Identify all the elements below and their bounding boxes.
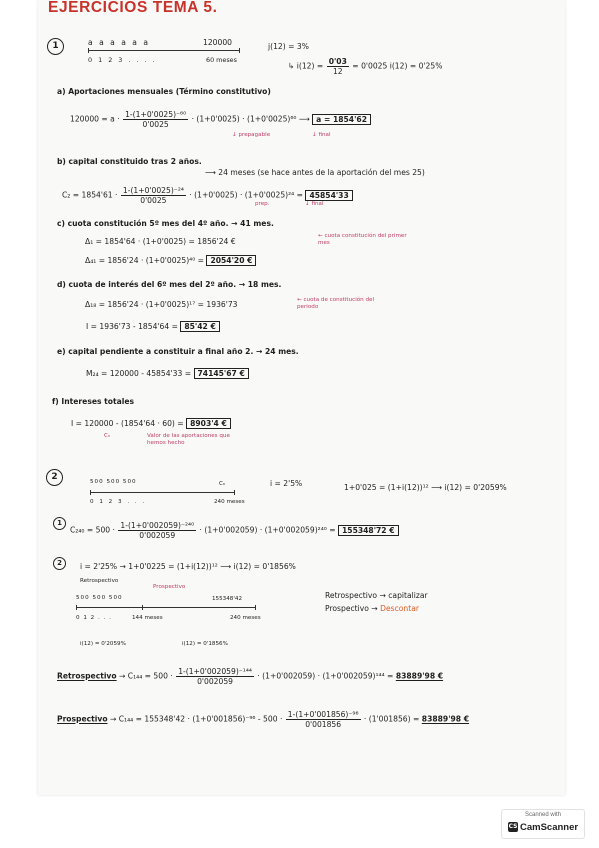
camscanner-logo-icon: CS bbox=[508, 823, 518, 830]
timeline2-labels: 0 1 2 . . . bbox=[76, 615, 112, 621]
part-number: 2 bbox=[53, 557, 66, 570]
section-e-heading: e) capital pendiente a constituir a final año 2. → 24 mes. bbox=[57, 347, 299, 356]
timeline-tick bbox=[239, 48, 240, 53]
annual-rate: i = 2'5% bbox=[270, 479, 303, 488]
formula-e: M₂₄ = 120000 - 45854'33 = 74145'67 € bbox=[86, 369, 249, 378]
timeline2-payments: 500 500 500 bbox=[76, 595, 123, 601]
result-a: a = 1854'62 bbox=[312, 114, 371, 125]
formula-c1: Δ₁ = 1854'64 · (1+0'0025) = 1856'24 € bbox=[85, 237, 236, 246]
formula-d1: Δ₁₈ = 1856'24 · (1+0'0025)¹⁷ = 1936'73 bbox=[85, 300, 238, 309]
label-prospectivo: Prospectivo bbox=[153, 584, 186, 590]
annotation-c: ← cuota constitución del primer mes bbox=[318, 233, 407, 246]
annotation-final: ↓ final bbox=[312, 132, 331, 138]
formula-2-1: C₂₄₀ = 500 · $\frac{\text{1-(1+0'002059)⁻²⁴⁰}}{0'002059}$ · (1+0'002059) · (1+0'002059)²⁴⁰ = 155348'72 € bbox=[70, 521, 399, 540]
formula-prospectivo: Prospectivo → C₁₄₄ = 155348'42 · (1+0'001856)⁻⁹⁶ - 500 · $\frac{\text{1-(1+0'001856)⁻⁹⁶}}{0'001856}$ · (1'001856) = 83889'98 € bbox=[57, 710, 470, 729]
timeline2-rate-1: i(12) = 0'2059% bbox=[80, 641, 126, 647]
rate-conversion: ↳ i(12) = $\frac{0'03}{12}$ = 0'0025 i(12) = 0'25% bbox=[288, 57, 443, 76]
timeline-tick bbox=[88, 48, 89, 53]
timeline-axis bbox=[90, 492, 235, 493]
section-b-note: ⟶ 24 meses (se hace antes de la aportación del mes 25) bbox=[205, 168, 425, 177]
formula-f: I = 120000 - (1854'64 · 60) = 8903'4 € bbox=[71, 419, 231, 428]
result-retrospectivo: 83889'98 € bbox=[395, 671, 444, 681]
result-d: 85'42 € bbox=[180, 321, 219, 332]
badge-caption: Scanned with bbox=[524, 812, 562, 818]
page-title: EJERCICIOS TEMA 5. bbox=[48, 0, 218, 16]
timeline-payments: a a a a a a bbox=[88, 38, 150, 47]
annotation-f: Valor de las aportaciones que hemos hecho bbox=[147, 433, 230, 446]
badge-brand: CamScanner bbox=[520, 822, 579, 833]
section-b-heading: b) capital constituido tras 2 años. bbox=[57, 157, 202, 166]
nominal-rate: j(12) = 3% bbox=[268, 42, 309, 51]
timeline-end: 240 meses bbox=[214, 499, 245, 505]
timeline2-rate-2: i(12) = 0'1856% bbox=[182, 641, 228, 647]
result-f: 8903'4 € bbox=[186, 418, 231, 429]
formula-a: 120000 = a · $\frac{\text{1-(1+0'0025)⁻⁶⁰}}{0'0025}$ · (1+0'0025) · (1+0'0025)⁶⁰ ⟶ a = 1854'62 bbox=[70, 110, 371, 129]
annotation-final: ↓ final bbox=[305, 201, 324, 207]
rate-conversion: 1+0'025 = (1+i(12))¹² ⟶ i(12) = 0'2059% bbox=[344, 483, 507, 492]
result-e: 74145'67 € bbox=[194, 368, 249, 379]
section-a-heading: a) Aportaciones mensuales (Término constitutivo) bbox=[57, 87, 271, 96]
timeline-labels: 0 1 2 3 . . . . bbox=[88, 56, 157, 64]
result-2-1: 155348'72 € bbox=[338, 525, 399, 536]
section-d-heading: d) cuota de interés del 6º mes del 2º año. → 18 mes. bbox=[57, 280, 282, 289]
part-number: 1 bbox=[53, 517, 66, 530]
label-retrospectivo: Retrospectivo bbox=[80, 578, 119, 584]
formula-d2: I = 1936'73 - 1854'64 = 85'42 € bbox=[86, 322, 220, 331]
timeline-labels: 0 1 2 3 . . . bbox=[90, 499, 147, 505]
annotation-cn: Cₙ bbox=[104, 433, 111, 439]
result-prospectivo: 83889'98 € bbox=[421, 714, 470, 724]
timeline-tick bbox=[90, 490, 91, 495]
formula-b: C₂ = 1854'61 · $\frac{\text{1-(1+0'0025)⁻²⁴}}{0'0025}$ · (1+0'0025) · (1+0'0025)²⁴ = 45854'33 bbox=[62, 186, 353, 205]
camscanner-badge bbox=[501, 809, 585, 839]
timeline2-end: 240 meses bbox=[230, 615, 261, 621]
timeline2-month-144: 144 meses bbox=[132, 615, 163, 621]
annotation-prepagable: ↓ prepagable bbox=[232, 132, 271, 138]
exercise-number: 1 bbox=[47, 38, 64, 55]
timeline2-final-capital: 155348'42 bbox=[212, 596, 243, 602]
timeline2-axis bbox=[76, 607, 256, 608]
result-c: 2054'20 € bbox=[206, 255, 256, 266]
formula-c2: Δ₄₁ = 1856'24 · (1+0'0025)⁴⁰ = 2054'20 € bbox=[85, 256, 256, 265]
formula-retrospectivo: Retrospectivo → C₁₄₄ = 500 · $\frac{\text{1-(1+0'002059)⁻¹⁴⁴}}{0'002059}$ · (1+0'002059) · (1+0'002059)¹⁴⁴ = 83889'98 € bbox=[57, 667, 444, 686]
result-b: 45854'33 bbox=[305, 190, 352, 201]
legend-prospectivo: Prospectivo → Descontar bbox=[325, 604, 419, 613]
exercise-number: 2 bbox=[46, 469, 63, 486]
timeline2-tick bbox=[76, 605, 77, 610]
annotation-prep: prep. bbox=[255, 201, 270, 207]
timeline-final-capital: Cₙ bbox=[219, 481, 226, 487]
timeline-tick bbox=[234, 490, 235, 495]
section-c-heading: c) cuota constitución 5º mes del 4º año. → 41 mes. bbox=[57, 219, 274, 228]
timeline-end: 60 meses bbox=[206, 56, 237, 64]
timeline-payments: 500 500 500 bbox=[90, 479, 137, 485]
timeline-total: 120000 bbox=[203, 38, 232, 47]
timeline-axis bbox=[88, 50, 240, 51]
section-f-heading: f) Intereses totales bbox=[52, 397, 135, 406]
timeline2-tick bbox=[255, 605, 256, 610]
timeline2-tick bbox=[142, 605, 143, 610]
annotation-d: ← cuota de constitución del periodo bbox=[297, 297, 375, 310]
formula-2-2-rate: i = 2'25% → 1+0'0225 = (1+i(12))¹² ⟶ i(12) = 0'1856% bbox=[80, 562, 296, 571]
legend-retrospectivo: Retrospectivo → capitalizar bbox=[325, 591, 428, 600]
